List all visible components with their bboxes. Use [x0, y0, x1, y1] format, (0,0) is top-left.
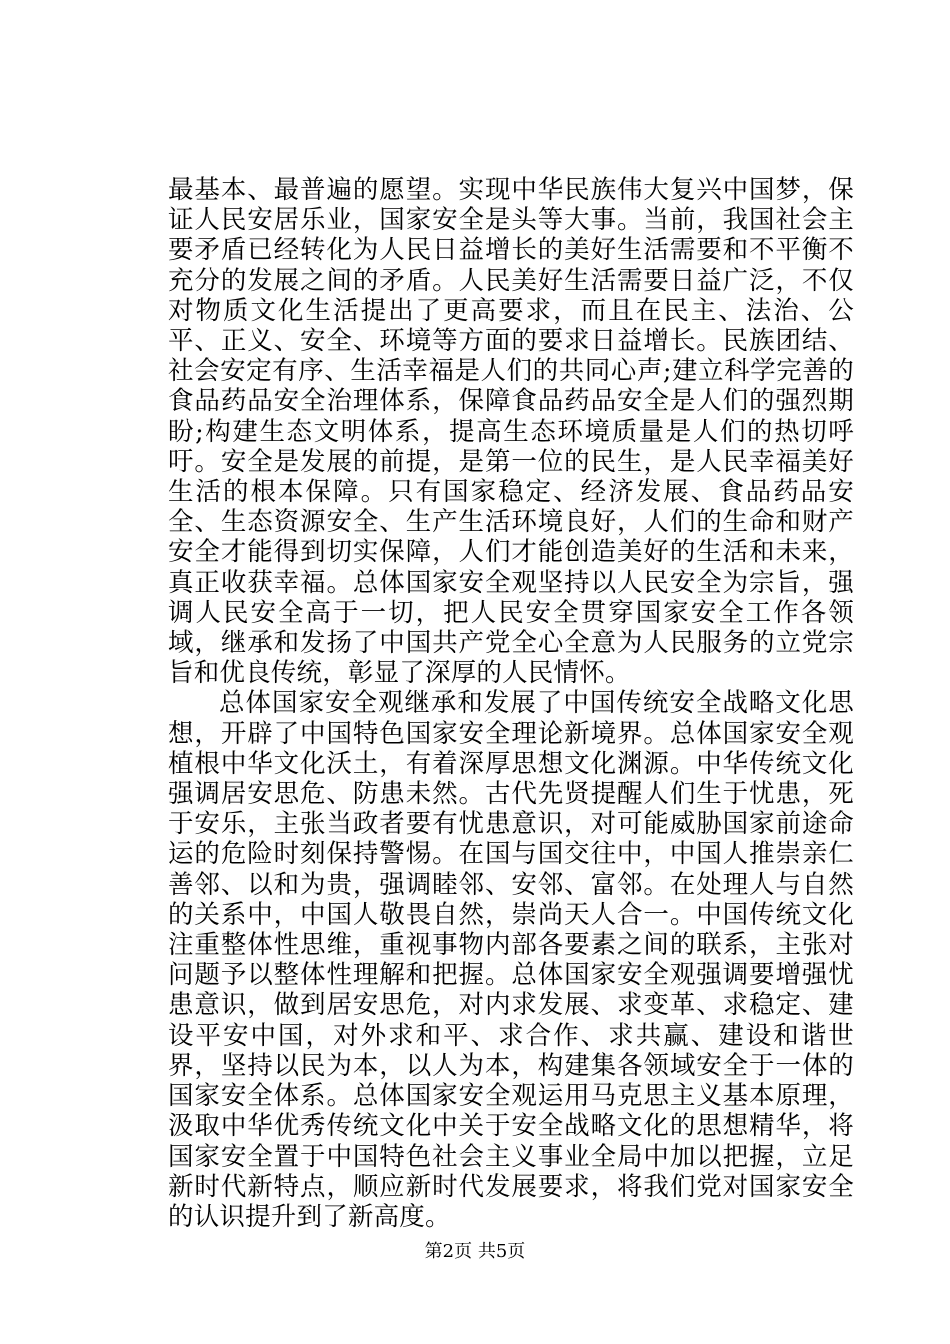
- paragraph-continuation: 最基本、最普遍的愿望。实现中华民族伟大复兴中国梦，保证人民安居乐业，国家安全是头等大事。当前，我国社会主要矛盾已经转化为人民日益增长的美好生活需要和不平衡不充分的发展之间的矛盾。人民美好生活需要日益广泛，不仅对物质文化生活提出了更高要求，而且在民主、法治、公平、正义、安全、环境等方面的要求日益增长。民族团结、社会安定有序、生活幸福是人们的共同心声;建立科学完善的食品药品安全治理体系，保障食品药品安全是人们的强烈期盼;构建生态文明体系，提高生态环境质量是人们的热切呼吁。安全是发展的前提，是第一位的民生，是人民幸福美好生活的根本保障。只有国家稳定、经济发展、食品药品安全、生态资源安全、生产生活环境良好，人们的生命和财产安全才能得到切实保障，人们才能创造美好的生活和未来，真正收获幸福。总体国家安全观坚持以人民安全为宗旨，强调人民安全高于一切，把人民安全贯穿国家安全工作各领域，继承和发扬了中国共产党全心全意为人民服务的立党宗旨和优良传统，彰显了深厚的人民情怀。: [168, 175, 854, 689]
- paragraph-security-culture: 总体国家安全观继承和发展了中国传统安全战略文化思想，开辟了中国特色国家安全理论新境界。总体国家安全观植根中华文化沃土，有着深厚思想文化渊源。中华传统文化强调居安思危、防患未然。古代先贤提醒人们生于忧患，死于安乐，主张当政者要有忧患意识，对可能威胁国家前途命运的危险时刻保持警惕。在国与国交往中，中国人推崇亲仁善邻、以和为贵，强调睦邻、安邻、富邻。在处理人与自然的关系中，中国人敬畏自然，崇尚天人合一。中国传统文化注重整体性思维，重视事物内部各要素之间的联系，主张对问题予以整体性理解和把握。总体国家安全观强调要增强忧患意识，做到居安思危，对内求发展、求变革、求稳定、建设平安中国，对外求和平、求合作、求共赢、建设和谐世界，坚持以民为本，以人为本，构建集各领域安全于一体的国家安全体系。总体国家安全观运用马克思主义基本原理，汲取中华优秀传统文化中关于安全战略文化的思想精华，将国家安全置于中国特色社会主义事业全局中加以把握，立足新时代新特点，顺应新时代发展要求，将我们党对国家安全的认识提升到了新高度。: [168, 688, 854, 1232]
- document-body: [168, 175, 854, 1232]
- page-number-footer: 第2页 共5页: [424, 1241, 526, 1262]
